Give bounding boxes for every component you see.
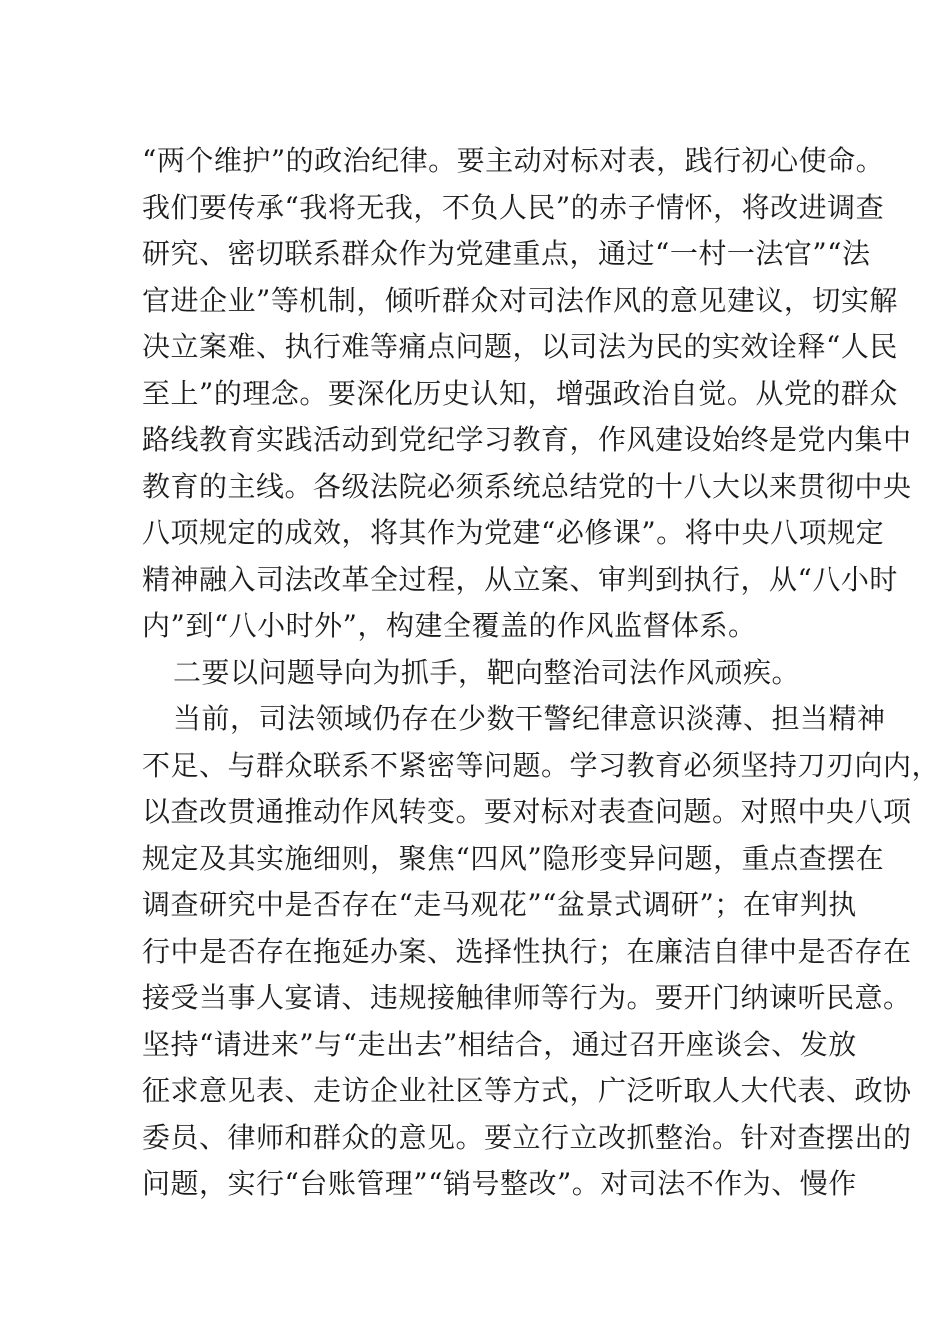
text-line: 我们要传承“我将无我，不负人民”的赤子情怀，将改进调查	[142, 190, 885, 224]
text-line: 坚持“请进来”与“走出去”相结合，通过召开座谈会、发放	[142, 1027, 857, 1061]
text-line: 研究、密切联系群众作为党建重点，通过“一村一法官”“法	[142, 237, 871, 270]
text-line: 委员、律师和群众的意见。要立行立改抓整治。针对查摆出的	[142, 1120, 912, 1154]
text-line: 调查研究中是否存在“走马观花”“盆景式调研”；在审判执	[142, 888, 857, 921]
text-line: 路线教育实践活动到党纪学习教育，作风建设始终是党内集中	[142, 423, 912, 456]
text-line: 决立案难、执行难等痛点问题，以司法为民的实效诠释“人民	[142, 330, 898, 363]
text-line: 规定及其实施细则，聚焦“四风”隐形变异问题，重点查摆在	[142, 841, 885, 875]
text-line: 行中是否存在拖延办案、选择性执行；在廉洁自律中是否存在	[142, 934, 912, 968]
text-line: 教育的主线。各级法院必须系统总结党的十八大以来贯彻中央	[142, 469, 912, 503]
text-line: 问题，实行“台账管理”“销号整改”。对司法不作为、慢作	[142, 1167, 857, 1200]
text-line: 不足、与群众联系不紧密等问题。学习教育必须坚持刀刃向内，	[142, 748, 941, 782]
text-line: 官进企业”等机制，倾听群众对司法作风的意见建议，切实解	[142, 283, 898, 317]
text-line: 内”到“八小时外”，构建全覆盖的作风监督体系。	[142, 609, 757, 642]
text-line: 以查改贯通推动作风转变。要对标对表查问题。对照中央八项	[142, 795, 912, 828]
text-line: 当前，司法领域仍存在少数干警纪律意识淡薄、担当精神	[173, 702, 886, 735]
text-line: 征求意见表、走访企业社区等方式，广泛听取人大代表、政协	[142, 1074, 912, 1107]
text-line: “两个维护”的政治纪律。要主动对标对表，践行初心使命。	[142, 144, 885, 177]
text-line: 至上”的理念。要深化历史认知，增强政治自觉。从党的群众	[142, 376, 898, 410]
body-text	[142, 138, 941, 1208]
text-line: 精神融入司法改革全过程，从立案、审判到执行，从“八小时	[142, 562, 898, 596]
text-line: 接受当事人宴请、违规接触律师等行为。要开门纳谏听民意。	[142, 981, 912, 1014]
section-heading: 二要以问题导向为抓手，靶向整治司法作风顽疾。	[173, 655, 801, 689]
text-line: 八项规定的成效，将其作为党建“必修课”。将中央八项规定	[142, 516, 885, 549]
